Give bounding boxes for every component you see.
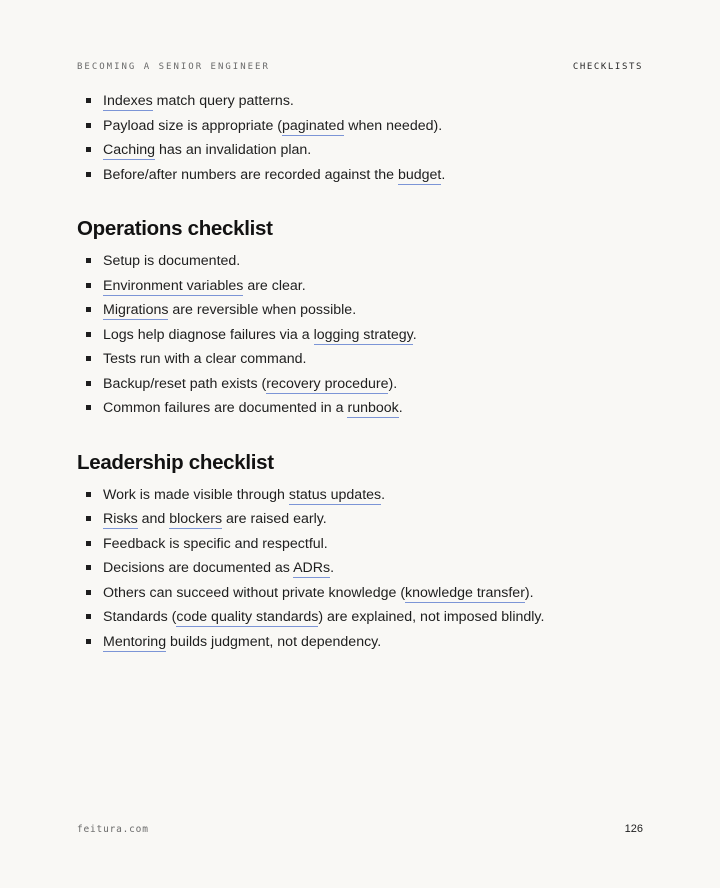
square-bullet-icon [86,614,91,619]
square-bullet-icon [86,172,91,177]
item-text: . [381,486,386,503]
item-text: builds judgment, not dependency. [166,633,382,650]
item-text: . [330,560,335,576]
square-bullet-icon [86,381,91,386]
checklist-item [77,347,643,372]
glossary-link[interactable]: Indexes [103,93,153,109]
checklist-item [77,396,643,421]
glossary-link[interactable]: paginated [282,117,345,134]
item-text: . [441,166,446,183]
checklist-item [77,630,643,655]
checklist-item [77,249,643,274]
checklist-item [77,483,643,508]
leadership-checklist [77,483,643,655]
leadership-checklist-heading: Leadership checklist [77,450,274,474]
glossary-link[interactable]: knowledge transfer [405,584,525,601]
checklist-item [77,274,643,299]
glossary-link[interactable]: logging strategy [313,326,413,343]
square-bullet-icon [86,332,91,337]
glossary-link[interactable]: Caching [103,142,156,158]
operations-checklist [77,249,643,421]
glossary-link[interactable]: Environment variables [103,277,244,294]
glossary-link[interactable]: recovery procedure [266,375,389,392]
item-text: ). [388,375,398,392]
glossary-link[interactable]: Risks [103,511,138,527]
square-bullet-icon [86,541,91,546]
checklist-item [77,507,643,532]
footer-site: feitura.com [77,823,149,835]
item-text: . [412,326,417,343]
square-bullet-icon [86,307,91,312]
item-text: Work is made visible through [103,486,289,503]
checklist-item [77,138,643,163]
square-bullet-icon [86,565,91,570]
checklist-item [77,532,643,557]
item-text: are raised early. [222,511,327,527]
square-bullet-icon [86,492,91,497]
checklist-item [77,581,643,606]
item-text: Others can succeed without private knowledge ( [103,584,406,601]
operations-checklist-heading: Operations checklist [77,217,273,240]
square-bullet-icon [86,590,91,595]
glossary-link[interactable]: runbook [347,400,399,416]
item-text: Feedback is specific and respectful. [103,535,328,552]
glossary-link[interactable]: ADRs [293,560,331,576]
item-text: Logs help diagnose failures via a [103,326,314,343]
checklist-item [77,298,643,323]
item-text: Setup is documented. [103,253,241,269]
checklist-item [77,556,643,581]
glossary-link[interactable]: Migrations [103,302,169,318]
page-footer [77,822,643,836]
checklist-item [77,163,643,188]
item-text: Decisions are documented as [103,560,294,576]
section-label: CHECKLISTS [572,62,643,72]
square-bullet-icon [86,258,91,263]
item-text: Payload size is appropriate ( [103,117,283,134]
square-bullet-icon [86,639,91,644]
checklist-item [77,323,643,348]
square-bullet-icon [86,123,91,128]
item-text: has an invalidation plan. [155,142,312,158]
running-header [77,62,643,74]
square-bullet-icon [86,356,91,361]
checklist-item [77,372,643,397]
item-text: and [137,511,170,527]
item-text: are clear. [243,277,306,294]
performance-checklist-continued [77,89,643,187]
item-text: . [398,400,403,416]
square-bullet-icon [86,147,91,152]
glossary-link[interactable]: budget [397,166,442,183]
square-bullet-icon [86,283,91,288]
checklist-item [77,114,643,139]
item-text: Tests run with a clear command. [103,351,307,367]
item-text: when needed). [344,117,443,134]
page-content [77,89,643,654]
item-text: Standards ( [103,609,177,625]
page-number: 126 [624,823,643,835]
item-text: ). [524,584,534,601]
glossary-link[interactable]: status updates [288,486,382,503]
glossary-link[interactable]: Mentoring [103,633,167,650]
square-bullet-icon [86,98,91,103]
item-text: are reversible when possible. [168,302,357,318]
item-text: ) are explained, not imposed blindly. [318,609,545,625]
checklist-item [77,89,643,114]
glossary-link[interactable]: blockers [169,511,223,527]
square-bullet-icon [86,405,91,410]
checklist-item [77,605,643,630]
square-bullet-icon [86,516,91,521]
item-text: Backup/reset path exists ( [103,375,267,392]
book-title: BECOMING A SENIOR ENGINEER [77,62,270,72]
glossary-link[interactable]: code quality standards [176,609,319,625]
item-text: Before/after numbers are recorded against the [103,166,398,183]
item-text: Common failures are documented in a [103,400,348,416]
item-text: match query patterns. [152,93,294,109]
